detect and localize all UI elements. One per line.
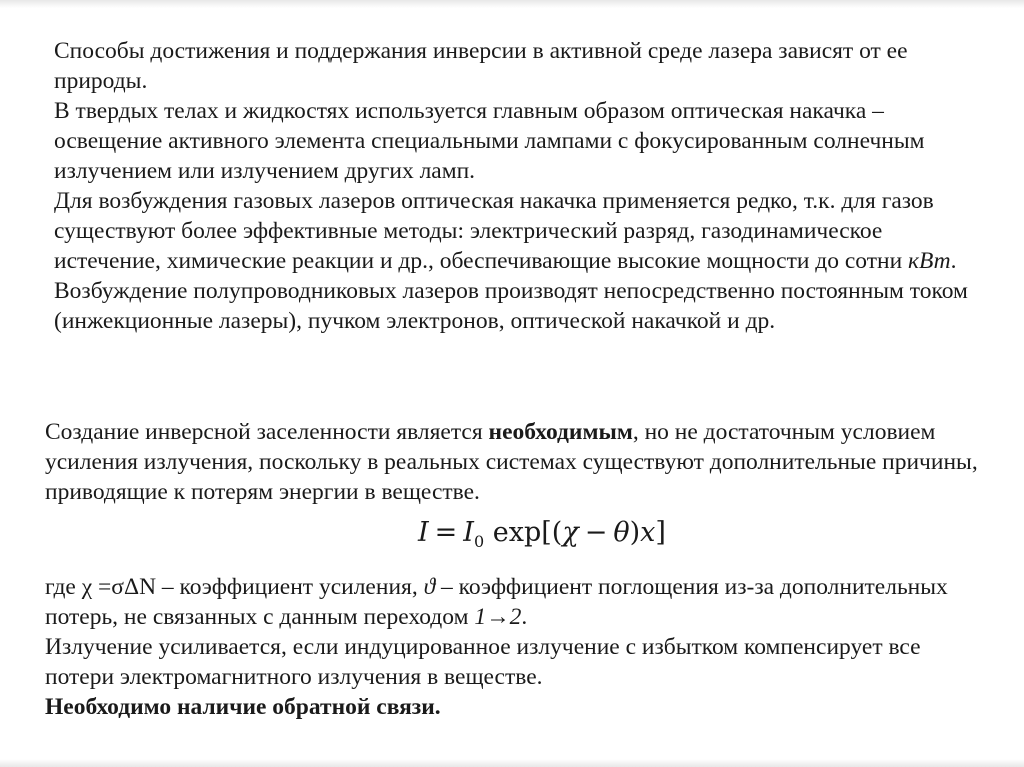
formula-close-bracket: ] [655, 517, 666, 548]
paragraph-solid-liquid-pumping: В твердых телах и жидкостях используется главным образом оптическая накачка – освещение активного элемента специальными лампами с фокусированным солнечным излучением или излучением других ламп. [54, 98, 925, 184]
where-prefix: где [45, 574, 82, 600]
transition-label: 1→2 [474, 604, 522, 630]
formula-x: x [640, 517, 656, 548]
loss-coefficient-desc: – коэффициент поглощения из-за дополнительных потерь, не связанных с данным переходом [45, 574, 948, 630]
intensity-formula [418, 515, 666, 560]
inversion-bold-necessary: необходимым [488, 419, 633, 445]
slide-bottom-edge [0, 759, 1024, 767]
formula-minus: − [584, 517, 608, 548]
paragraph-gas-lasers [54, 186, 984, 276]
transition-end: . [521, 604, 528, 630]
inversion-text-before: Создание инверсной заселенности является [45, 419, 489, 445]
paragraph-inversion-methods: Способы достижения и поддержания инверсии в активной среде лазера зависят от ее природы. [54, 38, 908, 94]
gas-lasers-text: Для возбуждения газовых лазеров оптическая накачка применяется редко, т.к. для газов существуют более эффективные методы: электрический разряд, газодинамическое истечение, химические реакции и др., обеспечивающие высокие мощности до сотни [54, 188, 934, 274]
formula-close-paren: ) [629, 517, 641, 548]
formula-equals: = [434, 517, 458, 548]
gas-lasers-end: . [950, 248, 957, 274]
text-block-population-inversion [45, 417, 995, 507]
gain-coefficient-symbol: χ =σΔN [81, 574, 157, 600]
formula-lhs: I [418, 517, 429, 548]
inversion-text-after: , но не достаточным условием усиления излучения, поскольку в реальных системах существуют дополнительные причины, приводящие к потерям энергии в веществе. [45, 419, 978, 505]
formula-i0-subscript: 0 [473, 532, 485, 551]
text-block-coefficients [45, 572, 995, 722]
formula-theta: θ [613, 517, 630, 548]
slide-top-edge [0, 0, 1024, 8]
loss-coefficient-symbol: ϑ [423, 574, 436, 600]
paragraph-coefficient-definitions [45, 572, 995, 632]
formula-i0: I [463, 517, 474, 548]
paragraph-feedback-required: Необходимо наличие обратной связи. [45, 694, 441, 720]
formula-exp: exp [492, 517, 542, 548]
formula-chi: χ [562, 517, 579, 548]
paragraph-amplification-condition: Излучение усиливается, если индуцированное излучение с избытком компенсирует все потери электромагнитного излучения в веществе. [45, 634, 921, 690]
text-block-pumping-methods [54, 36, 984, 336]
formula-open-bracket: [( [541, 517, 563, 548]
paragraph-semiconductor-lasers: Возбуждение полупроводниковых лазеров производят непосредственно постоянным током (инжекционные лазеры), пучком электронов, оптической накачкой и др. [54, 278, 968, 334]
gain-coefficient-desc: – коэффициент усиления, [156, 574, 424, 600]
power-unit: кВт [908, 248, 951, 274]
